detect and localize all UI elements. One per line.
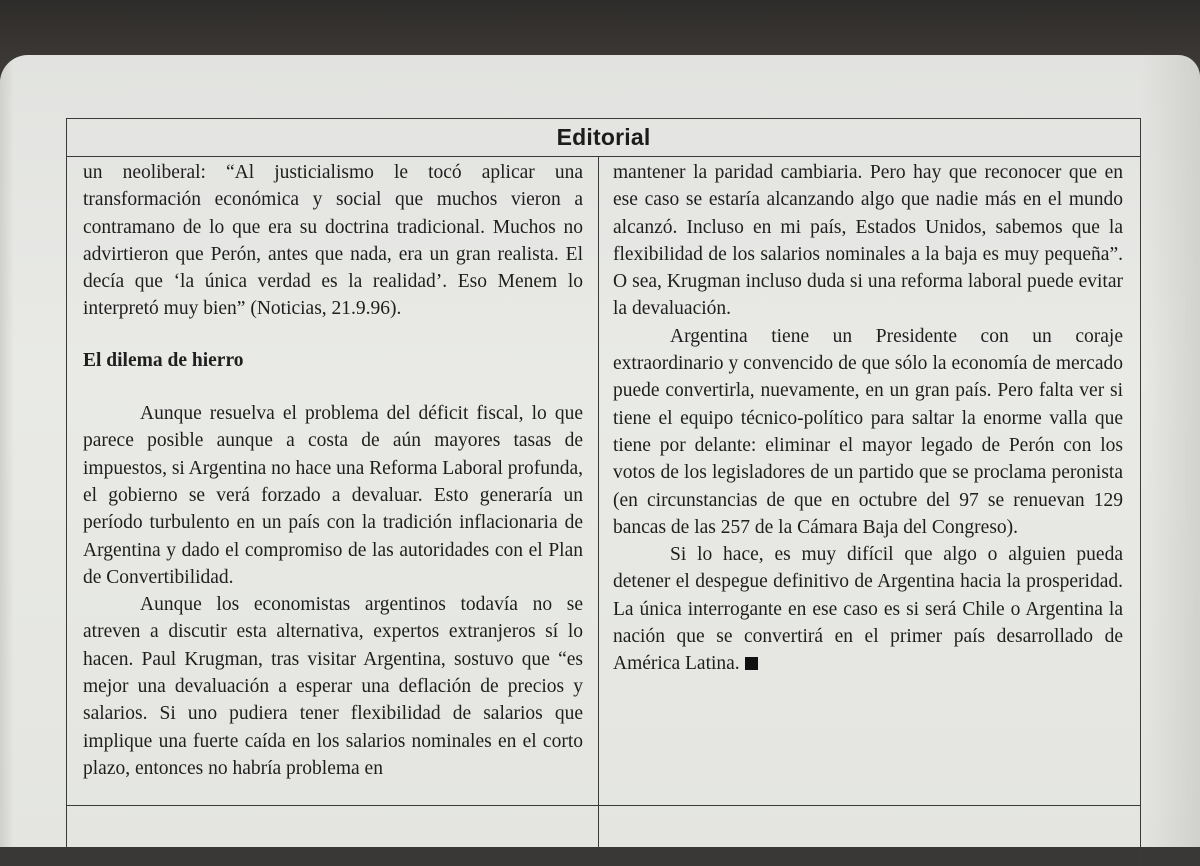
right-paragraph-3 — [613, 541, 1123, 677]
right-column — [613, 159, 1123, 678]
editorial-box — [66, 118, 1141, 806]
left-paragraph-2: Aunque resuelva el problema del déficit fiscal, lo que parece posible aunque a costa de aún mayores tasas de impuestos, si Argentina no hace una Reforma Laboral profunda, el gobierno se verá forzado a devaluar. Esto generaría un período turbulento en un país con la tradición inflacionaria de Argentina y dado el compromiso de las autoridades con el Plan de Convertibilidad. — [83, 403, 584, 588]
right-paragraph-2: Argentina tiene un Presidente con un coraje extraordinario y convencido de que sólo la economía de mercado puede convertirla, nuevamente, en un gran país. Pero falta ver si tiene el equipo técnico-político para saltar la enorme valla que tiene por delante: eliminar el mayor legado de Perón con los votos de los legisladores de un partido que se proclama peronista (en circunstancias de que en octubre del 97 se renuevan 129 bancas de las 257 de la Cámara Baja del Congreso). — [613, 325, 1123, 538]
next-box-edge — [66, 806, 1141, 866]
right-paragraph-3-text: Si lo hace, es muy difícil que algo o alguien pueda detener el despegue definitivo de Argentina hacia la prosperidad. La única interrogante en ese caso es si será Chile o Argentina la nación que se convertirá en el primer país desarrollado de América Latina. — [613, 544, 1123, 675]
page-title: Editorial — [556, 124, 651, 150]
next-box-divider — [598, 806, 599, 866]
end-of-article-icon — [745, 657, 758, 670]
left-paragraph-3: Aunque los economistas argentinos todavía no se atreven a discutir esta alternativa, expertos extranjeros sí lo hacen. Paul Krugman, tras visitar Argentina, sostuvo que “es mejor una devaluación a esperar una deflación de precios y salarios. Si uno pudiera tener flexibilidad de salarios que implique una fuerte caída en los salarios nominales en el corto plazo, entonces no habría problema en — [83, 594, 583, 779]
left-paragraph-1: un neoliberal: “Al justicialismo le tocó aplicar una transformación económica y social que muchos vieron a contramano de lo que era su doctrina tradicional. Muchos no advirtieron que Perón, antes que nada, era un gran realista. El decía que ‘la única verdad es la realidad’. Eso Menem lo interpretó muy bien” (Noticias, 21.9.96). — [83, 162, 583, 320]
right-paragraph-1: mantener la paridad cambiaria. Pero hay que reconocer que en ese caso se estaría alcanzando algo que nadie más en el mundo alcanzó. Incluso en mi país, Estados Unidos, sabemos que la flexibilidad de los salarios nominales a la baja es muy pequeña”. O sea, Krugman incluso duda si una reforma laboral puede evitar la devaluación. — [613, 162, 1123, 320]
editorial-header — [67, 119, 1140, 157]
column-divider — [598, 157, 599, 805]
left-column — [83, 159, 583, 782]
section-heading: El dilema de hierro — [83, 349, 244, 371]
